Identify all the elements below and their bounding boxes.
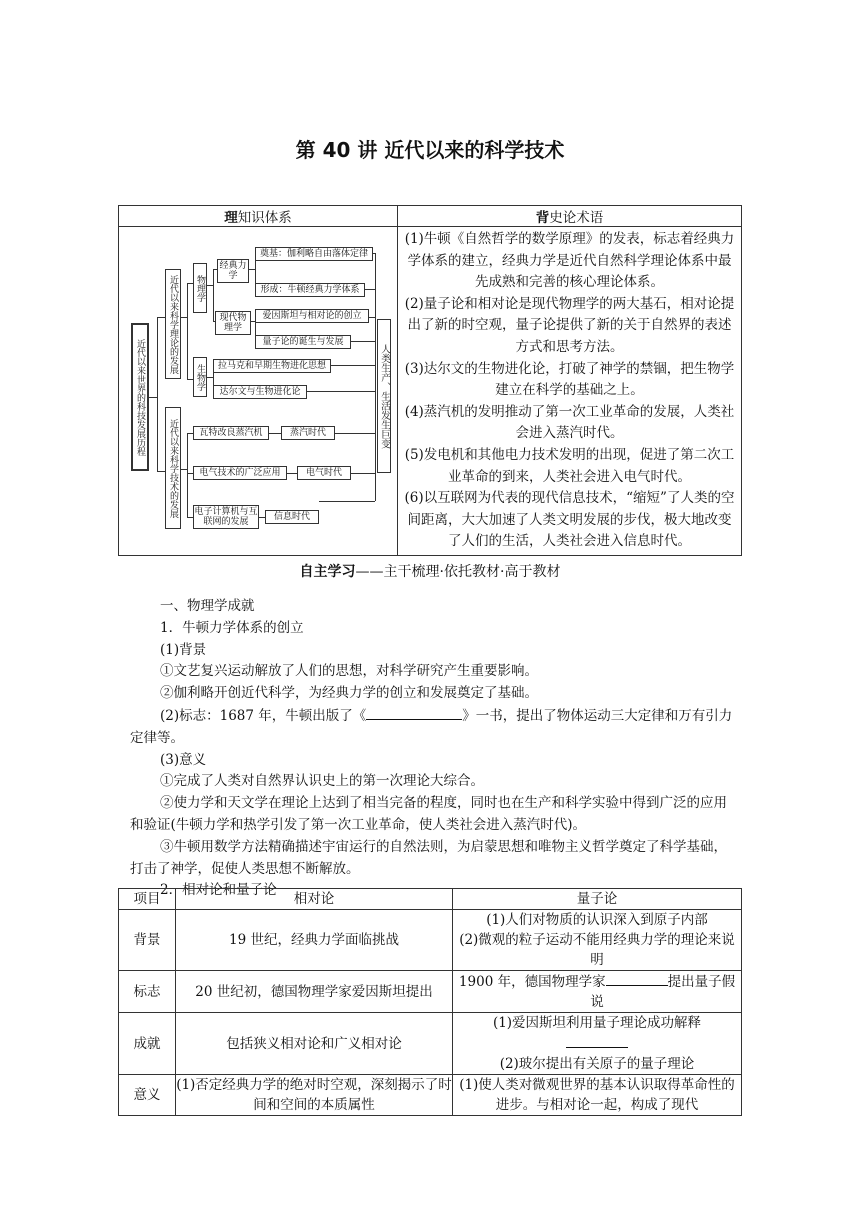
diagram-darwin: 达尔文与生物进化论 [213, 385, 307, 399]
para-background: (1)背景 [160, 641, 207, 658]
table-row [119, 971, 742, 1013]
para-m1: ①完成了人类对自然界认识史上的第一次理论大综合。 [160, 773, 484, 790]
diagram-physics: 物理学 [193, 263, 207, 313]
fill-blank[interactable] [566, 1033, 628, 1048]
diagram-steam-age: 蒸汽时代 [281, 426, 335, 440]
term-item: (4)蒸汽机的发明推动了第一次工业革命的发展，人类社会进入蒸汽时代。 [404, 403, 735, 442]
fill-blank[interactable] [606, 971, 668, 986]
fill-blank[interactable] [366, 705, 462, 720]
section-heading: 自主学习——主干梳理·依托教材·高于教材 [299, 564, 561, 580]
page-title: 第 40 讲 近代以来的科学技术 [295, 138, 565, 162]
cell-quantum: (1)使人类对微观世界的基本认识取得革命性的进步。与相对论一起，构成了现代 [453, 1075, 742, 1116]
history-terms-header: 背史论术语 [398, 206, 742, 227]
cell-relativity: 20 世纪初，德国物理学家爱因斯坦提出 [176, 971, 453, 1013]
knowledge-system-header: 理知识体系 [119, 206, 398, 227]
diagram-root: 近代以来世界的科技发展历程 [131, 323, 149, 471]
diagram-modern-physics: 现代物理学 [215, 311, 251, 335]
cell-label: 成就 [119, 1013, 176, 1075]
diagram-computer: 电子计算机与互联网的发展 [194, 507, 258, 527]
term-item: (2)量子论和相对论是现代物理学的两大基石，相对论提出了新的时空观，量子论提供了新的关于自然界的表述方式和思考方法。 [404, 295, 735, 355]
cell-quantum: 1900 年，德国物理学家 提出量子假说 [453, 971, 742, 1013]
cell-relativity: 包括狭义相对论和广义相对论 [176, 1013, 453, 1075]
table-row [119, 910, 742, 971]
diagram-info-age: 信息时代 [265, 510, 319, 524]
cell-quantum: (1)爱因斯坦利用量子理论成功解释 (2)玻尔提出有关原子的量子理论 [453, 1013, 742, 1075]
diagram-biology: 生物学 [193, 357, 207, 397]
table-row [119, 1075, 742, 1116]
header-item: 项目 [119, 889, 176, 910]
diagram-theory: 近代以来科学理论的发展 [165, 269, 181, 379]
para-m2: ②使力学和天文学在理论上达到了相当完备的程度，同时也在生产和科学实验中得到广泛的应用和验证(牛顿力学和热学引发了第一次工业革命，使人类社会进入蒸汽时代)。 [130, 795, 727, 833]
diagram-watt: 瓦特改良蒸汽机 [193, 426, 269, 440]
term-item: (3)达尔文的生物进化论，打破了神学的禁锢，把生物学建立在科学的基础之上。 [404, 360, 735, 399]
table-row [119, 1013, 742, 1075]
term-item: (5)发电机和其他电力技术发明的出现，促进了第二次工业革命的到来，人类社会进入电气时代。 [404, 446, 735, 485]
para-m3: ③牛顿用数学方法精确描述宇宙运行的自然法则，为启蒙思想和唯物主义哲学奠定了科学基础，打击了神学，促使人类思想不断解放。 [130, 838, 727, 877]
term-item: (1)牛顿《自然哲学的数学原理》的发表，标志着经典力学体系的建立，经典力学是近代自然科学理论体系中最先成熟和完善的核心理论体系。 [404, 231, 735, 291]
body-text [130, 596, 734, 902]
cell-quantum: (1)人们对物质的认识深入到原子内部 (2)微观的粒子运动不能用经典力学的理论来说明 [453, 910, 742, 971]
cell-relativity: (1)否定经典力学的绝对时空观，深刻揭示了时间和空间的本质属性 [176, 1075, 453, 1116]
knowledge-diagram [127, 233, 389, 533]
para-bg2: ②伽利略开创近代科学，为经典力学的创立和发展奠定了基础。 [160, 685, 538, 702]
para-sign: (2)标志：1687 年，牛顿出版了《 》一书，提出了物体运动三大定律和万有引力定律等。 [130, 705, 734, 750]
header-relativity: 相对论 [176, 889, 453, 910]
cell-label: 背景 [119, 910, 176, 971]
knowledge-diagram-cell [119, 227, 398, 556]
diagram-electric-age: 电气时代 [297, 466, 351, 480]
diagram-einstein: 爱因斯坦与相对论的创立 [255, 309, 369, 323]
cell-relativity: 19 世纪，经典力学面临挑战 [176, 910, 453, 971]
heading-newton: 1．牛顿力学体系的创立 [160, 619, 304, 636]
para-meaning: (3)意义 [160, 751, 207, 768]
cell-label: 意义 [119, 1075, 176, 1116]
diagram-electric-wide: 电气技术的广泛应用 [193, 466, 287, 480]
heading-relativity: 2．相对论和量子论 [160, 882, 277, 899]
cell-label: 标志 [119, 971, 176, 1013]
relativity-quantum-table [118, 888, 742, 1116]
diagram-formation: 形成：牛顿经典力学体系 [255, 283, 365, 297]
diagram-lamarck: 拉马克和早期生物进化思想 [213, 359, 331, 373]
header-quantum: 量子论 [453, 889, 742, 910]
diagram-foundation: 奠基：伽利略自由落体定律 [255, 247, 373, 261]
history-terms-cell [398, 227, 742, 556]
heading-physics: 一、物理学成就 [160, 598, 255, 614]
diagram-life-change: 人类生产、生活发生巨变 [377, 319, 391, 473]
diagram-quantum-birth: 量子论的诞生与发展 [255, 335, 351, 349]
diagram-classical: 经典力学 [217, 259, 249, 283]
knowledge-table [118, 205, 742, 556]
diagram-tech: 近代以来科学技术的发展 [165, 407, 181, 529]
term-item: (6)以互联网为代表的现代信息技术，“缩短”了人类的空间距离，大大加速了人类文明发展的步伐，极大地改变了人们的生活，人类社会进入信息时代。 [404, 490, 735, 550]
para-bg1: ①文艺复兴运动解放了人们的思想，对科学研究产生重要影响。 [160, 663, 538, 680]
